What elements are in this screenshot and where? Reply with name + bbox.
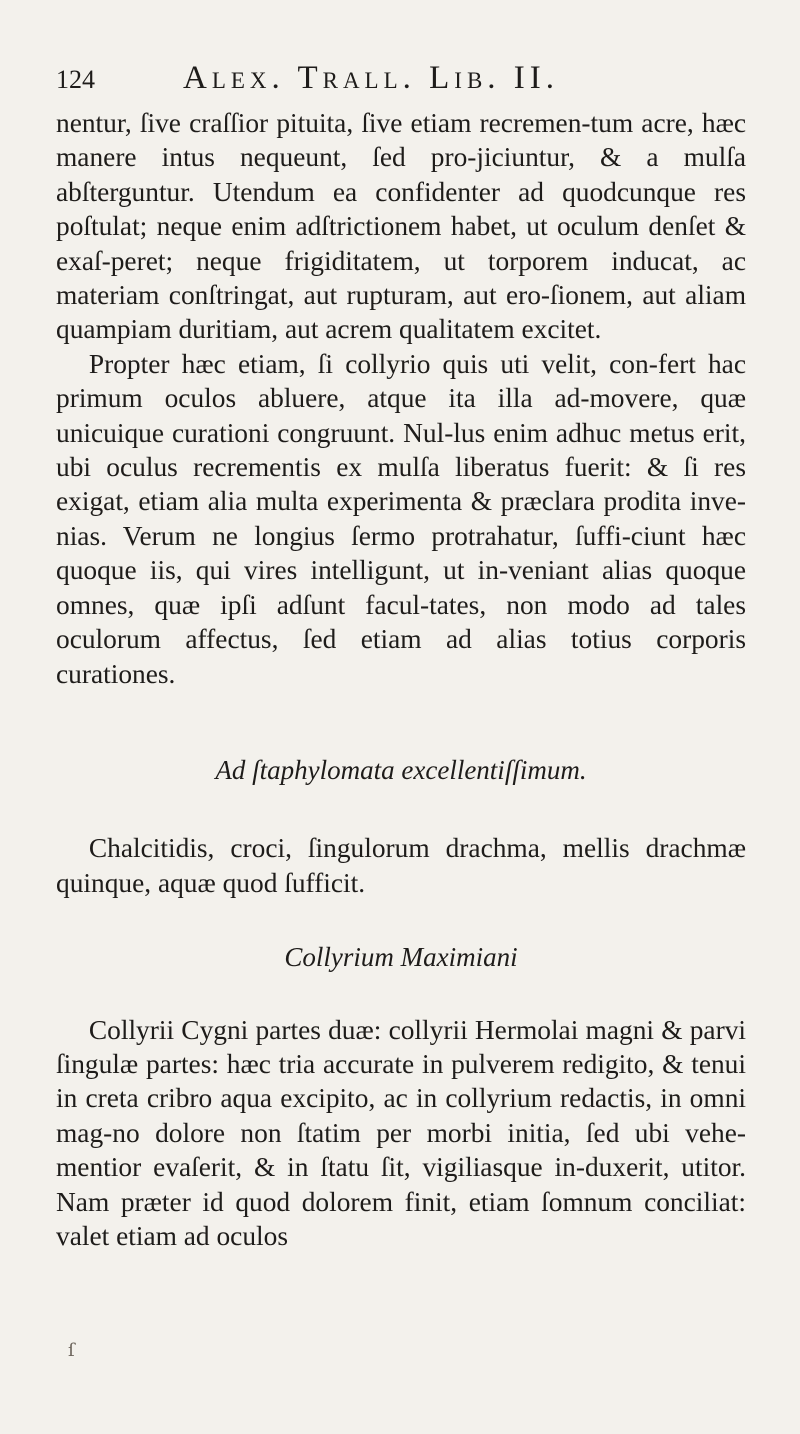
main-text bbox=[56, 106, 746, 1253]
paragraph-2: Propter hæc etiam, ſi collyrio quis uti velit, con-fert hac primum oculos abluere, atque ita illa ad-movere, quæ unicuique curationi congruunt. Nul-lus enim adhuc metus erit, ubi oculus recrementis ex mulſa liberatus fuerit: & ſi res exigat, etiam alia multa experimenta & præclara prodita inve-nias. Verum ne longius ſermo protrahatur, ſuffi-ciunt hæc quoque iis, qui vires intelligunt, ut in-veniant alias quoque omnes, quæ ipſi adſunt facul-tates, non modo ad tales oculorum affectus, ſed etiam ad alias totius corporis curationes. bbox=[56, 348, 746, 689]
section-heading-staphylomata: Ad ſtaphylomata excellentiſſimum. bbox=[215, 754, 587, 785]
page-number: 124 bbox=[56, 65, 95, 94]
recipe-collyrium: Collyrii Cygni partes duæ: collyrii Hermolai magni & parvi ſingulæ partes: hæc tria accurate in pulverem redigito, & tenui in creta cribro aqua excipito, ac in collyrium redactis, in omni mag-no dolore non ſtatim per morbi initia, ſed ubi vehe-mentior evaſerit, & in ſtatu ſit, vigiliasque in-duxerit, utitor. Nam præter id quod dolorem finit, etiam ſomnum conciliat: valet etiam ad oculos bbox=[56, 1014, 746, 1251]
running-title: Alex. Trall. Lib. II. bbox=[183, 60, 560, 96]
running-head bbox=[56, 60, 746, 106]
recipe-staphylomata: Chalcitidis, croci, ſingulorum drachma, mellis drachmæ quinque, aquæ quod ſufficit. bbox=[56, 833, 746, 898]
ink-mark: ſ bbox=[68, 1340, 75, 1361]
paragraph-1: nentur, ſive craſſior pituita, ſive etiam recremen-tum acre, hæc manere intus nequeunt, ſed pro-jiciuntur, & a mulſa abſterguntur. Utendum ea confidenter ad quodcunque res poſtulat; neque enim adſtrictionem habet, ut oculum denſet & exaſ-peret; neque frigiditatem, ut torporem inducat, ac materiam conſtringat, aut rupturam, aut ero-ſionem, aut aliam quampiam duritiam, aut acrem qualitatem excitet. bbox=[56, 108, 746, 345]
section-heading-collyrium: Collyrium Maximiani bbox=[284, 942, 518, 973]
